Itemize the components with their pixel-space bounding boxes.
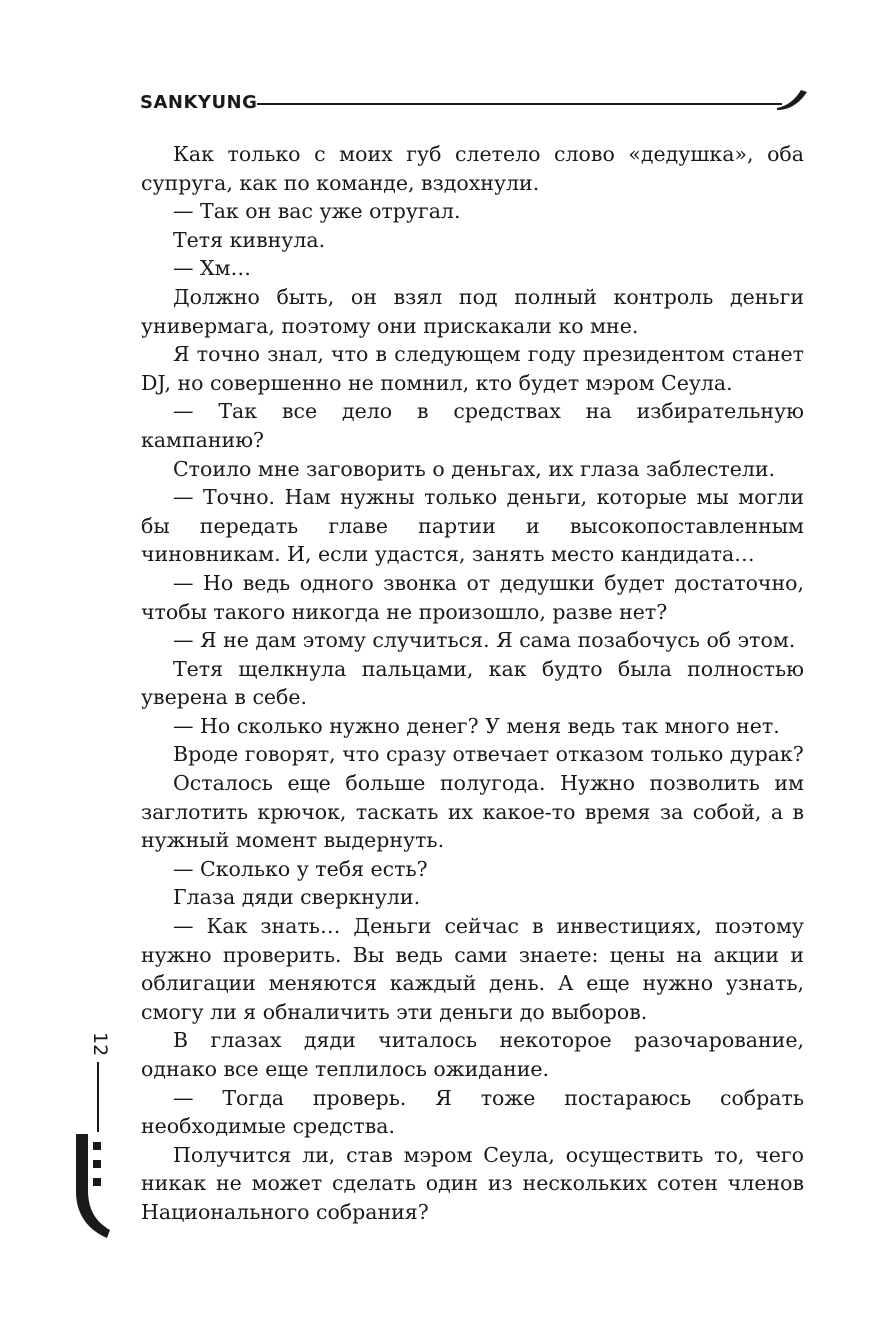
- margin-rule: [97, 1062, 99, 1132]
- paragraph: — Тогда проверь. Я тоже постараюсь собрать необходимые средства.: [141, 1085, 804, 1139]
- paragraph: Должно быть, он взял под полный контроль деньги универмага, поэтому они прискакали ко мне.: [141, 284, 804, 338]
- paragraph: Я точно знал, что в следующем году президентом станет DJ, но совершенно не помнил, кто будет мэром Сеула.: [141, 342, 804, 395]
- paragraph: — Сколько у тебя есть?: [173, 856, 428, 881]
- header-hook-ornament: [775, 86, 811, 110]
- paragraph: — Но ведь одного звонка от дедушки будет достаточно, чтобы такого никогда не произошло, разве нет?: [141, 570, 804, 624]
- paragraph: — Точно. Нам нужны только деньги, которые мы могли бы передать главе партии и высокопоставленным чиновникам. И, если удастся, занять место кандидата…: [141, 485, 804, 567]
- paragraph: — Так все дело в средствах на избирательную кампанию?: [141, 399, 804, 452]
- paragraph: Тетя кивнула.: [173, 227, 326, 252]
- paragraph: — Хм…: [173, 256, 252, 281]
- paragraph: Получится ли, став мэром Сеула, осуществить то, чего никак не может сделать один из нескольких сотен членов Национального собрания?: [141, 1142, 804, 1224]
- paragraph: — Я не дам этому случиться. Я сама позабочусь об этом.: [173, 628, 796, 653]
- page-number: 12: [89, 1032, 111, 1057]
- paragraph: Как только с моих губ слетело слово «дедушка», оба супруга, как по команде, вздохнули.: [141, 142, 804, 195]
- paragraph: В глазах дяди читалось некоторое разочарование, однако все еще теплилось ожидание.: [141, 1028, 804, 1081]
- paragraph: — Так он вас уже отругал.: [173, 199, 461, 224]
- running-header-author: SANKYUNG: [140, 92, 258, 113]
- paragraph: Осталось еще больше полугода. Нужно позволить им заглотить крючок, таскать их какое-то время за собой, а в нужный момент выдернуть.: [141, 771, 804, 853]
- paragraph: — Но сколько нужно денег? У меня ведь так много нет.: [173, 713, 780, 738]
- paragraph: Глаза дяди сверкнули.: [173, 885, 421, 910]
- margin-bracket-ornament: [74, 1130, 112, 1238]
- paragraph: Тетя щелкнула пальцами, как будто была полностью уверена в себе.: [141, 656, 804, 710]
- header-rule: [257, 103, 782, 105]
- paragraph: — Как знать… Деньги сейчас в инвестициях, поэтому нужно проверить. Вы ведь сами знаете: цены на акции и облигации меняются каждый день. А еще нужно узнать, смогу ли я обналичить эти деньги до выборов.: [141, 914, 804, 1024]
- paragraph: Вроде говорят, что сразу отвечает отказом только дурак?: [173, 742, 804, 767]
- paragraph: Стоило мне заговорить о деньгах, их глаза заблестели.: [173, 456, 776, 481]
- page-body-text: [141, 140, 804, 1227]
